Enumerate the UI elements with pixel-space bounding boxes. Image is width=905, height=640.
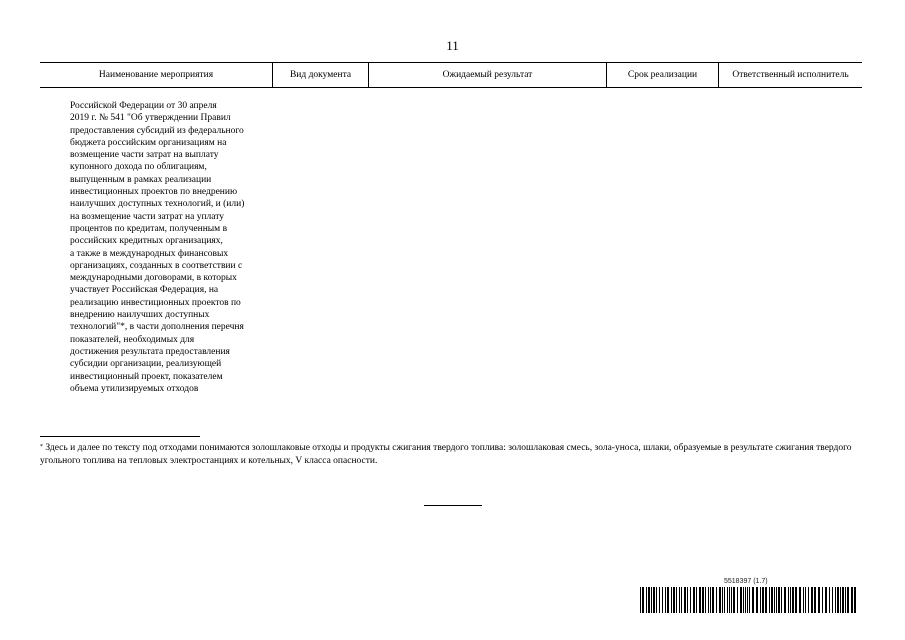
barcode-bar [646, 587, 647, 613]
barcode-bar [719, 587, 721, 613]
footnote-text: Здесь и далее по тексту под отходами понимаются золошлаковые отходы и продукты сжигания твердого топлива: золошлаковая смесь, зола-уноса, шлаки, образуемые в результате сжигания твердого угольного топлива на тепловых электростанциях и котельных, V класса опасности. [40, 443, 852, 466]
header-deadline: Срок реализации [607, 63, 719, 87]
barcode-bar [656, 587, 657, 613]
barcode-bar [705, 587, 706, 613]
barcode-bar [679, 587, 680, 613]
cell-line: Российской Федерации от 30 апреля [70, 101, 217, 111]
barcode-bar [747, 587, 748, 613]
barcode-bar [835, 587, 836, 613]
barcode-bar [684, 587, 686, 613]
end-of-page-rule [424, 505, 482, 506]
barcode-bar [752, 587, 754, 613]
barcode-bar [840, 587, 841, 613]
barcode-bar [778, 587, 780, 613]
page-number: 11 [446, 38, 459, 53]
barcode-bar [729, 587, 730, 613]
barcode-bar [781, 587, 782, 613]
barcode-bar [784, 587, 786, 613]
barcode-bar [690, 587, 691, 613]
cell-line: 2019 г. № 541 "Об утверждении Правил [70, 113, 231, 124]
barcode-bar [788, 587, 789, 613]
barcode-bar [808, 587, 809, 613]
barcode-bar [745, 587, 746, 613]
barcode-bar [640, 587, 641, 613]
header-responsible: Ответственный исполнитель [732, 69, 849, 80]
barcode-bar [842, 587, 844, 613]
barcode-bar [733, 587, 735, 613]
cell-line: купонного дохода по облигациям, [70, 162, 207, 173]
cell-line: а также в международных финансовых [70, 248, 229, 259]
cell-line: организациях, созданных в соответствии с [70, 260, 243, 271]
barcode-bar [712, 587, 714, 613]
barcode-bar [792, 587, 794, 613]
barcode-bar [771, 587, 773, 613]
cell-line: наилучших доступных технологий, и (или) [70, 199, 245, 210]
cell-line: реализацию инвестиционных проектов по [70, 297, 241, 308]
barcode-bar [671, 587, 672, 613]
cell-line: предоставления субсидий из федерального [70, 125, 244, 136]
barcode-bar [737, 587, 738, 613]
barcode-bar [740, 587, 742, 613]
barcode-bar [832, 587, 833, 613]
barcode-bar [851, 587, 853, 613]
barcode-bar [673, 587, 675, 613]
cell-line: российских кредитных организациях, [70, 236, 223, 247]
barcode-bar [651, 587, 652, 613]
barcode-bar [756, 587, 758, 613]
barcode-bar [667, 587, 669, 613]
barcode-bar [790, 587, 791, 613]
barcode-bar [722, 587, 723, 613]
barcode-bar [653, 587, 655, 613]
barcode-bar [837, 587, 839, 613]
barcode-bar [847, 587, 849, 613]
barcode-bar [743, 587, 744, 613]
cell-line: процентов по кредитам, полученным в [70, 223, 228, 234]
barcode-bar [765, 587, 767, 613]
cell-line: инвестиционных проектов по внедрению [70, 187, 238, 198]
header-activity-name: Наименование мероприятия [40, 63, 273, 87]
barcode-bar [665, 587, 666, 613]
cell-line: инвестиционный проект, показателем [70, 371, 223, 382]
cell-line: достижения результата предоставления [70, 346, 230, 357]
barcode-bar [681, 587, 682, 613]
barcode-bar [845, 587, 846, 613]
barcode-bar [648, 587, 650, 613]
cell-line: технологий"*, в части дополнения перечня [70, 322, 244, 333]
barcode-bar [760, 587, 761, 613]
cell-line: внедрению наилучших доступных [70, 310, 210, 321]
header-document-type: Вид документа [273, 63, 369, 87]
cell-line: субсидии организации, реализующей [70, 359, 222, 370]
barcode-bar [762, 587, 764, 613]
barcode-code: 5518397 (1.7) [724, 578, 768, 585]
barcode-bar [724, 587, 725, 613]
barcode-bar [710, 587, 711, 613]
barcode-bar [818, 587, 820, 613]
barcode-bar [702, 587, 704, 613]
barcode-bar [811, 587, 813, 613]
barcode-bar [716, 587, 717, 613]
cell-line: возмещение части затрат на выплату [70, 150, 219, 161]
barcode-bar [642, 587, 644, 613]
cell-line: на возмещение части затрат на уплату [70, 211, 225, 222]
barcode-image [640, 587, 858, 613]
footnote [40, 442, 862, 468]
barcode-bar [696, 587, 697, 613]
barcode-bar [805, 587, 806, 613]
barcode-bar [699, 587, 701, 613]
barcode-bar [814, 587, 816, 613]
cell-line: показателей, необходимых для [70, 334, 195, 345]
cell-line: международными договорами, в которых [70, 273, 237, 284]
barcode-bar [795, 587, 797, 613]
cell-line: выпущенным в рамках реализации [70, 174, 212, 185]
barcode-bar [822, 587, 823, 613]
barcode-bar [727, 587, 728, 613]
barcode-bar [749, 587, 750, 613]
barcode-bar [676, 587, 677, 613]
barcode-bar [803, 587, 804, 613]
cell-line: участвует Российская Федерация, на [70, 285, 219, 296]
barcode-bar [662, 587, 663, 613]
barcode-bar [776, 587, 777, 613]
footnote-separator [40, 436, 200, 437]
barcode-bar [708, 587, 709, 613]
barcode-bar [774, 587, 775, 613]
activity-cell-text [70, 100, 290, 395]
header-expected-result: Ожидаемый результат [369, 63, 607, 87]
barcode-bar [687, 587, 688, 613]
barcode-bar [659, 587, 660, 613]
cell-line: объема утилизируемых отходов [70, 383, 199, 394]
barcode-bar [769, 587, 770, 613]
cell-line: бюджета российским организациям на [70, 137, 227, 148]
table-header [40, 62, 862, 88]
barcode-bar [829, 587, 830, 613]
barcode-bar [731, 587, 732, 613]
barcode-bar [799, 587, 801, 613]
barcode-bar [854, 587, 856, 613]
footnote-marker: * [40, 444, 43, 450]
barcode-bar [693, 587, 695, 613]
barcode-bar [825, 587, 827, 613]
